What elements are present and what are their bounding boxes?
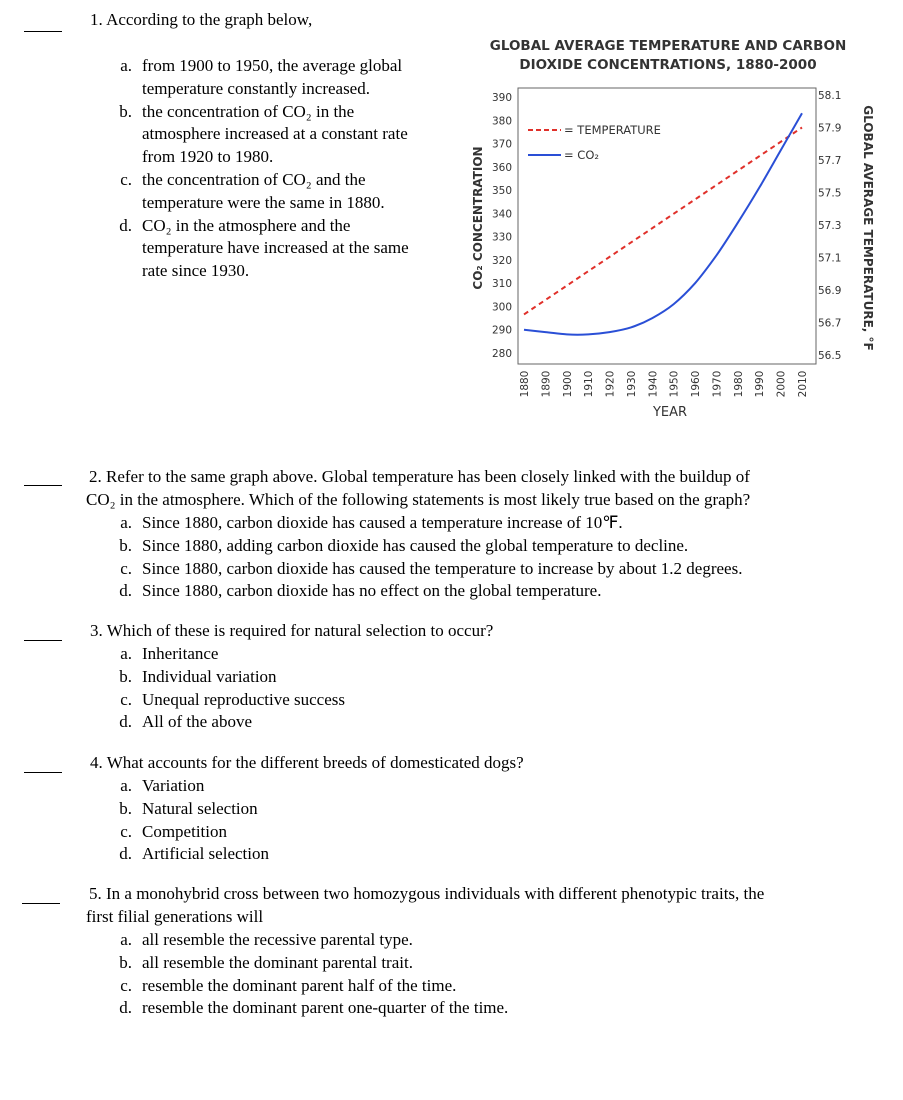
option-3a: a. Inheritance — [120, 644, 219, 663]
y-left-tick-label: 360 — [491, 161, 512, 174]
question-4-stem: 4. What accounts for the different breeds of domesticated dogs? — [90, 753, 524, 772]
y-axis-right-label: GLOBAL AVERAGE TEMPERATURE, °F — [861, 105, 875, 351]
legend-co2-label: = CO₂ — [564, 148, 599, 162]
y-right-tick-label: 57.1 — [818, 252, 842, 265]
option-1b: b. the concentration of CO₂ in the atmosphere increased at a constant rate from 1920 to 1980. — [119, 101, 408, 167]
option-5a: a. all resemble the recessive parental type. — [120, 930, 413, 949]
y-left-tick-label: 370 — [491, 138, 512, 151]
chart-title-line-1: GLOBAL AVERAGE TEMPERATURE AND CARBON — [489, 38, 847, 54]
option-4c: c. Competition — [120, 821, 227, 841]
answer-blank-1[interactable] — [24, 31, 62, 32]
y-left-tick-label: 320 — [491, 254, 512, 267]
y-left-tick-label: 300 — [491, 301, 512, 314]
question-1-options — [104, 55, 454, 283]
y-axis-left-label: CO₂ CONCENTRATION — [471, 146, 485, 290]
y-right-tick-label: 56.9 — [818, 285, 842, 297]
y-right-tick-label: 58.1 — [818, 90, 842, 102]
option-1a: a. from 1900 to 1950, the average global temperature constantly increased. — [120, 56, 403, 98]
x-tick-label: 1890 — [540, 370, 553, 398]
y-left-tick-label: 310 — [491, 278, 512, 291]
question-2-stem: 2. Refer to the same graph above. Global temperature has been closely linked with the buildup of CO₂ in the atmosphere. Which of the following statements is most likely true based on the graph? — [86, 467, 751, 509]
x-tick-label: 1910 — [583, 370, 596, 398]
chart-title-line-2: DIOXIDE CONCENTRATIONS, 1880-2000 — [519, 57, 817, 73]
answer-blank-3[interactable] — [24, 640, 62, 641]
option-5c: c. resemble the dominant parent half of the time. — [120, 975, 457, 995]
x-axis-label: YEAR — [652, 405, 688, 420]
x-tick-label: 1940 — [647, 370, 660, 398]
y-right-tick-label: 57.9 — [818, 122, 842, 135]
y-left-tick-label: 390 — [491, 92, 512, 104]
option-1c: c. the concentration of CO₂ and the temperature were the same in 1880. — [120, 169, 385, 212]
option-5b: b. all resemble the dominant parental trait. — [119, 952, 413, 972]
temperature-co2-chart — [468, 28, 888, 428]
answer-blank-5[interactable] — [22, 903, 60, 904]
y-right-tick-label: 57.7 — [818, 155, 842, 167]
question-3-stem: 3. Which of these is required for natural selection to occur? — [90, 621, 494, 640]
option-2b: b. Since 1880, adding carbon dioxide has caused the global temperature to decline. — [119, 535, 689, 555]
x-tick-label: 1950 — [668, 370, 681, 398]
legend-temperature-label: = TEMPERATURE — [564, 123, 661, 137]
y-left-tick-label: 380 — [491, 115, 512, 128]
option-3c: c. Unequal reproductive success — [120, 689, 345, 709]
x-tick-label: 1930 — [625, 370, 638, 398]
y-right-tick-label: 57.3 — [818, 220, 842, 232]
question-5-stem: 5. In a monohybrid cross between two homozygous individuals with different phenotypic traits, the first filial generations will — [86, 884, 765, 926]
co2-series-line — [524, 113, 802, 334]
y-left-tick-label: 290 — [491, 324, 512, 337]
question-5-options — [104, 929, 804, 1020]
y-left-tick-label: 340 — [491, 208, 512, 221]
question-4-options — [104, 775, 704, 866]
y-left-tick-label: 350 — [491, 185, 512, 198]
y-right-tick-label: 57.5 — [818, 187, 842, 200]
option-2c: c. Since 1880, carbon dioxide has caused the temperature to increase by about 1.2 degrees. — [120, 558, 743, 578]
x-tick-label: 1990 — [754, 370, 767, 398]
option-1d: d. CO₂ in the atmosphere and the temperature have increased at the same rate since 1930. — [119, 215, 409, 281]
option-4d: d. Artificial selection — [119, 844, 269, 864]
x-tick-label: 2010 — [797, 370, 809, 398]
x-tick-label: 1880 — [519, 370, 531, 398]
y-right-tick-label: 56.7 — [818, 317, 842, 330]
answer-blank-4[interactable] — [24, 772, 62, 773]
question-3-options — [104, 643, 704, 734]
option-2d: d. Since 1880, carbon dioxide has no effect on the global temperature. — [119, 581, 602, 601]
plot-frame — [518, 88, 816, 364]
option-5d: d. resemble the dominant parent one-quarter of the time. — [119, 998, 509, 1018]
x-tick-label: 1960 — [690, 370, 703, 398]
option-4a: a. Variation — [120, 776, 205, 795]
x-tick-label: 2000 — [775, 370, 788, 398]
option-4b: b. Natural selection — [119, 798, 258, 818]
option-2a: a. Since 1880, carbon dioxide has caused a temperature increase of 10℉. — [120, 513, 623, 532]
x-tick-label: 1900 — [561, 370, 574, 398]
y-right-tick-label: 56.5 — [818, 350, 842, 362]
question-1-stem: 1. According to the graph below, — [90, 10, 313, 29]
option-3b: b. Individual variation — [119, 666, 277, 686]
x-tick-label: 1970 — [711, 370, 724, 398]
answer-blank-2[interactable] — [24, 485, 62, 486]
y-left-tick-label: 330 — [491, 231, 512, 244]
option-3d: d. All of the above — [119, 712, 252, 732]
x-tick-label: 1920 — [604, 370, 617, 398]
y-left-tick-label: 280 — [491, 348, 512, 360]
question-2-options — [104, 512, 864, 603]
x-tick-label: 1980 — [732, 370, 745, 398]
